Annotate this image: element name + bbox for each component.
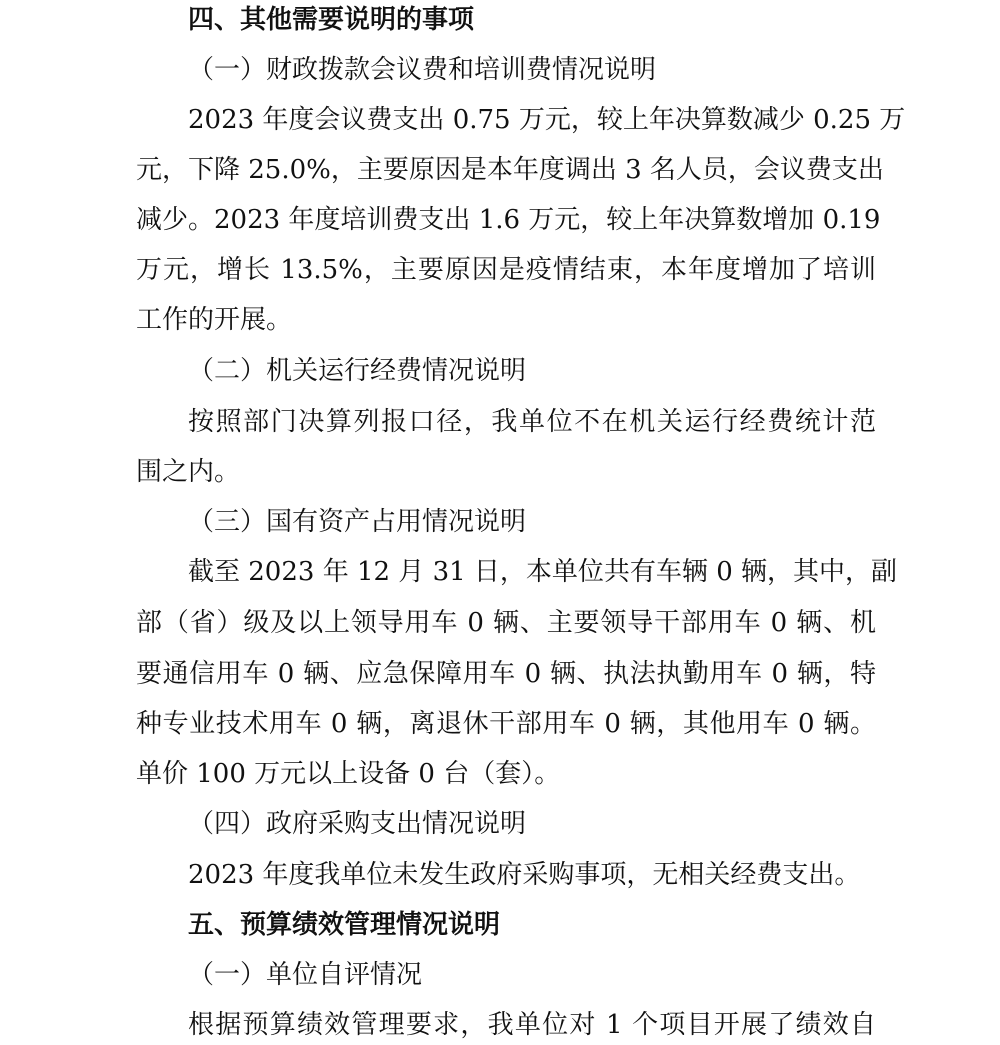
paragraph-line: 根据预算绩效管理要求，我单位对 1 个项目开展了绩效自	[188, 1010, 876, 1040]
section-heading-4: 四、其他需要说明的事项	[188, 5, 475, 35]
paragraph-line: 万元，增长 13.5%，主要原因是疫情结束，本年度增加了培训	[136, 255, 876, 285]
paragraph-line: 单价 100 万元以上设备 0 台（套）。	[136, 759, 561, 789]
paragraph-line: 要通信用车 0 辆、应急保障用车 0 辆、执法执勤用车 0 辆，特	[136, 659, 876, 689]
paragraph-line: 工作的开展。	[136, 305, 293, 335]
subheading-self-evaluation: （一）单位自评情况	[188, 960, 423, 990]
subheading-state-assets: （三）国有资产占用情况说明	[188, 507, 527, 537]
paragraph-line: 减少。2023 年度培训费支出 1.6 万元，较上年决算数增加 0.19	[136, 205, 881, 235]
paragraph-line: 截至 2023 年 12 月 31 日，本单位共有车辆 0 辆，其中，副	[188, 557, 897, 587]
paragraph-line: 2023 年度会议费支出 0.75 万元，较上年决算数减少 0.25 万	[188, 105, 906, 135]
paragraph-line: 种专业技术用车 0 辆，离退休干部用车 0 辆，其他用车 0 辆。	[136, 709, 876, 739]
paragraph-line: 2023 年度我单位未发生政府采购事项，无相关经费支出。	[188, 860, 861, 890]
subheading-operating-expenses: （二）机关运行经费情况说明	[188, 356, 527, 386]
subheading-meeting-training-fees: （一）财政拨款会议费和培训费情况说明	[188, 55, 657, 85]
subheading-government-procurement: （四）政府采购支出情况说明	[188, 809, 527, 839]
paragraph-line: 元，下降 25.0%，主要原因是本年度调出 3 名人员，会议费支出	[136, 155, 884, 185]
paragraph-line: 按照部门决算列报口径，我单位不在机关运行经费统计范	[188, 407, 876, 437]
paragraph-line: 部（省）级及以上领导用车 0 辆、主要领导干部用车 0 辆、机	[136, 608, 876, 638]
section-heading-5: 五、预算绩效管理情况说明	[188, 910, 501, 940]
paragraph-line: 围之内。	[136, 457, 241, 487]
